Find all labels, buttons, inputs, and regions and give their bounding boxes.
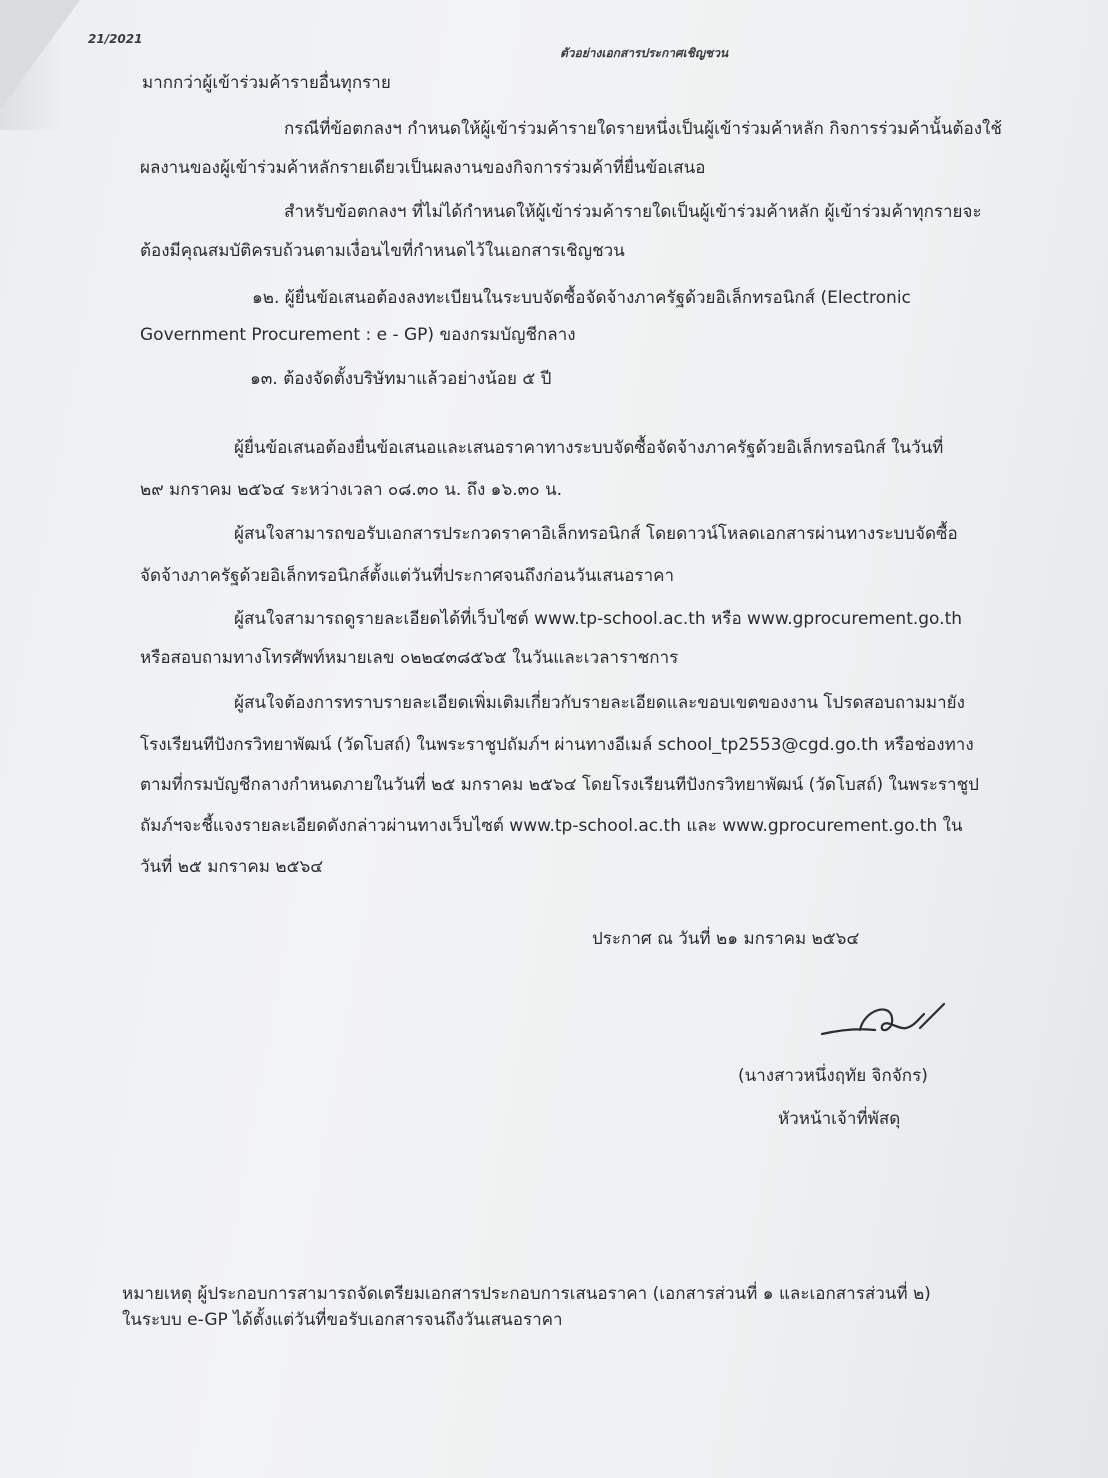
signer-position: หัวหน้าเจ้าที่พัสดุ [778,1109,901,1129]
body-line: มากกว่าผู้เข้าร่วมค้ารายอื่นทุกราย [142,73,391,93]
body-line: กรณีที่ข้อตกลงฯ กำหนดให้ผู้เข้าร่วมค้ารายใดรายหนึ่งเป็นผู้เข้าร่วมค้าหลัก กิจการร่วมค้านั้นต้องใช้ [284,119,1002,139]
note-line: ในระบบ e-GP ได้ตั้งแต่วันที่ขอรับเอกสารจนถึงวันเสนอราคา [122,1310,563,1330]
body-line: ถัมภ์ฯจะชี้แจงรายละเอียดดังกล่าวผ่านทางเว็บไซต์ www.tp-school.ac.th และ www.gprocurement.go.th ใน [140,816,963,836]
page-fold [0,0,80,110]
signer-name: (นางสาวหนึ่งฤทัย จิกจักร) [738,1066,928,1086]
body-line: จัดจ้างภาครัฐด้วยอิเล็กทรอนิกส์ตั้งแต่วันที่ประกาศจนถึงก่อนวันเสนอราคา [140,566,675,586]
body-line: วันที่ ๒๕ มกราคม ๒๕๖๔ [140,857,324,877]
header-doc-type: ตัวอย่างเอกสารประกาศเชิญชวน [560,46,729,60]
body-line: ต้องมีคุณสมบัติครบถ้วนตามเงื่อนไขที่กำหนดไว้ในเอกสารเชิญชวน [140,241,625,261]
body-line: ผู้สนใจสามารถขอรับเอกสารประกวดราคาอิเล็กทรอนิกส์ โดยดาวน์โหลดเอกสารผ่านทางระบบจัดซื้อ [234,524,958,544]
body-line: หรือสอบถามทางโทรศัพท์หมายเลข ๐๒๒๔๓๘๕๖๕ ในวันและเวลาราชการ [140,648,679,668]
body-line: ๒๙ มกราคม ๒๕๖๔ ระหว่างเวลา ๐๘.๓๐ น. ถึง ๑๖.๓๐ น. [140,480,563,500]
clause-12-cont: Government Procurement : e - GP) ของกรมบัญชีกลาง [140,325,576,345]
note-line: หมายเหตุ ผู้ประกอบการสามารถจัดเตรียมเอกสารประกอบการเสนอราคา (เอกสารส่วนที่ ๑ และเอกสารส่วนที่ ๒) [122,1284,931,1304]
body-line: โรงเรียนทีปังกรวิทยาพัฒน์ (วัดโบสถ์) ในพระราชูปถัมภ์ฯ ผ่านทางอีเมล์ school_tp2553@cgd.go.th หรือช่องทาง [140,735,974,755]
body-line: ผู้สนใจสามารถดูรายละเอียดได้ที่เว็บไซต์ www.tp-school.ac.th หรือ www.gprocurement.go.th [234,609,963,629]
body-line: ตามที่กรมบัญชีกลางกำหนดภายในวันที่ ๒๕ มกราคม ๒๕๖๔ โดยโรงเรียนทีปังกรวิทยาพัฒน์ (วัดโบสถ์) ในพระราชูป [140,775,979,795]
header-date: 21/2021 [88,32,143,46]
body-line: ผลงานของผู้เข้าร่วมค้าหลักรายเดียวเป็นผลงานของกิจการร่วมค้าที่ยื่นข้อเสนอ [140,158,706,178]
body-line: ผู้ยื่นข้อเสนอต้องยื่นข้อเสนอและเสนอราคาทางระบบจัดซื้อจัดจ้างภาครัฐด้วยอิเล็กทรอนิกส์ ในวันที่ [234,438,944,458]
clause-13: ๑๓. ต้องจัดตั้งบริษัทมาแล้วอย่างน้อย ๕ ปี [250,369,552,389]
clause-12: ๑๒. ผู้ยื่นข้อเสนอต้องลงทะเบียนในระบบจัดซื้อจัดจ้างภาครัฐด้วยอิเล็กทรอนิกส์ (Electronic [252,288,911,308]
signature-image [820,1000,950,1055]
body-line: ผู้สนใจต้องการทราบรายละเอียดเพิ่มเติมเกี่ยวกับรายละเอียดและขอบเขตของงาน โปรดสอบถามมายัง [234,693,965,713]
body-line: สำหรับข้อตกลงฯ ที่ไม่ได้กำหนดให้ผู้เข้าร่วมค้ารายใดเป็นผู้เข้าร่วมค้าหลัก ผู้เข้าร่วมค้าทุกรายจะ [284,202,982,222]
announce-date: ประกาศ ณ วันที่ ๒๑ มกราคม ๒๕๖๔ [592,929,860,949]
